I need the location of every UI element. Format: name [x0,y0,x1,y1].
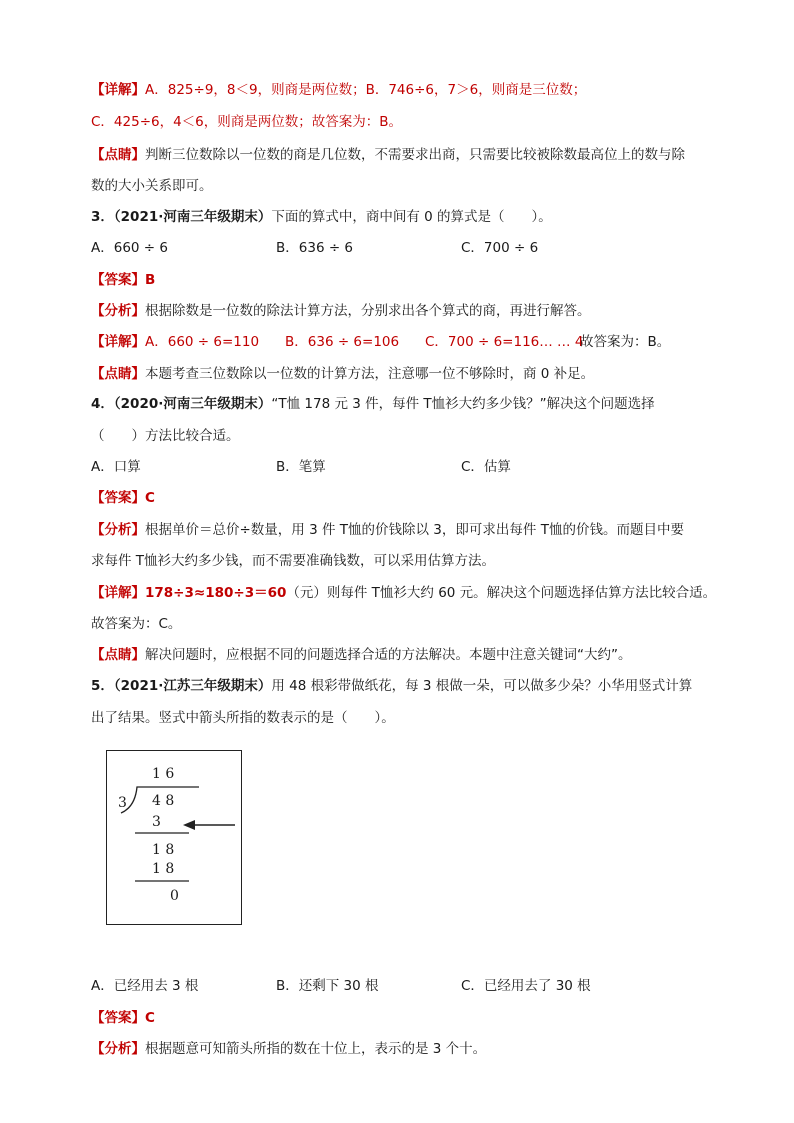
arrow-head-icon [183,820,195,830]
q2-point-line2: 数的大小关系即可。 [91,178,213,194]
q4-detail [91,583,716,603]
q4-option-c: C．估算 [461,459,511,475]
q2-detail-line2: C．425÷6，4＜6，则商是两位数；故答案为：B。 [91,114,403,130]
q3-source: （2021·河南三年级期末） [113,209,272,225]
quotient: 1 6 [152,766,175,782]
q4-answer [91,488,155,508]
answer-tag: 【答案】 [91,1010,145,1026]
answer-value: C [145,1010,155,1026]
q4-option-b: B．笔算 [276,459,326,475]
detail-a: A．660 ÷ 6=110 [145,334,260,350]
q2-detail-line [91,80,586,100]
detail-end: 故答案为：B。 [580,334,671,350]
analysis-tag: 【分析】 [91,522,145,538]
detail-text: A．825÷9，8＜9，则商是两位数；B．746÷6，7＞6，则商是三位数； [145,82,587,98]
q5-answer [91,1008,155,1028]
q3-option-a: A．660 ÷ 6 [91,240,168,256]
q4-point [91,645,632,665]
q4-analysis-line2: 求每件 T恤衫大约多少钱，而不需要准确钱数，可以采用估算方法。 [91,553,496,569]
analysis-text: 根据单价＝总价÷数量，用 3 件 T恤的价钱除以 3，即可求出每件 T恤的价钱。而题目中要 [145,522,684,538]
q3-analysis [91,301,591,321]
q4-analysis [91,520,684,540]
q4-option-a: A．口算 [91,459,141,475]
detail-tag: 【详解】 [91,585,145,601]
q5-analysis [91,1039,486,1059]
final-remainder: 0 [170,888,179,904]
q4-number: 4． [91,396,114,412]
point-tag: 【点睛】 [91,647,145,663]
q4-detail-line2: 故答案为：C。 [91,616,182,632]
q3-option-c: C．700 ÷ 6 [461,240,539,256]
detail-b: B．636 ÷ 6=106 [285,334,400,350]
analysis-text: 根据除数是一位数的除法计算方法，分别求出各个算式的商，再进行解答。 [145,303,591,319]
step-remainder-1: 1 8 [152,842,175,858]
q5-number: 5． [91,678,114,694]
q4-text: “T恤 178 元 3 件，每件 T恤衫大约多少钱？”解决这个问题选择 [271,396,655,412]
dividend: 4 8 [152,793,175,809]
answer-tag: 【答案】 [91,490,145,506]
detail-c: C．700 ÷ 6=116… … 4 [425,334,584,350]
q5-option-b: B．还剩下 30 根 [276,978,379,994]
long-division-figure [106,750,242,925]
q5-option-a: A．已经用去 3 根 [91,978,199,994]
detail-tag: 【详解】 [91,334,145,350]
q5-text: 用 48 根彩带做纸花，每 3 根做一朵，可以做多少朵？小华用竖式计算 [271,678,693,694]
point-text: 本题考查三位数除以一位数的计算方法，注意哪一位不够除时，商 0 补足。 [145,366,595,382]
analysis-tag: 【分析】 [91,1041,145,1057]
point-text: 判断三位数除以一位数的商是几位数，不需要求出商，只需要比较被除数最高位上的数与除 [145,147,685,163]
answer-value: C [145,490,155,506]
q3-question [91,207,552,227]
analysis-text: 根据题意可知箭头所指的数在十位上，表示的是 3 个十。 [145,1041,487,1057]
point-tag: 【点睛】 [91,366,145,382]
q5-question-line2: 出了结果。竖式中箭头所指的数表示的是（ ）。 [91,710,395,726]
q3-text: 下面的算式中，商中间有 0 的算式是（ ）。 [271,209,552,225]
point-text: 解决问题时，应根据不同的问题选择合适的方法解决。本题中注意关键词“大约”。 [145,647,632,663]
q4-question-line2: （ ）方法比较合适。 [91,428,240,444]
q3-number: 3． [91,209,114,225]
detail-calc: 178÷3≈180÷3＝60 [145,585,287,601]
detail-tag: 【详解】 [91,82,145,98]
q3-point [91,364,594,384]
q5-option-c: C．已经用去了 30 根 [461,978,591,994]
step-product-2: 1 8 [152,861,175,877]
step-product-1: 3 [152,814,161,830]
q2-point-line [91,145,685,165]
point-tag: 【点睛】 [91,147,145,163]
q3-answer [91,270,155,290]
q3-option-b: B．636 ÷ 6 [276,240,354,256]
detail-text: （元）则每件 T恤衫大约 60 元。解决这个问题选择估算方法比较合适。 [286,585,717,601]
answer-value: B [145,272,156,288]
q4-source: （2020·河南三年级期末） [113,396,272,412]
q5-source: （2021·江苏三年级期末） [113,678,272,694]
q3-detail [91,332,711,352]
q5-question [91,676,692,696]
analysis-tag: 【分析】 [91,303,145,319]
q4-question [91,394,655,414]
divisor: 3 [118,795,127,811]
answer-tag: 【答案】 [91,272,145,288]
